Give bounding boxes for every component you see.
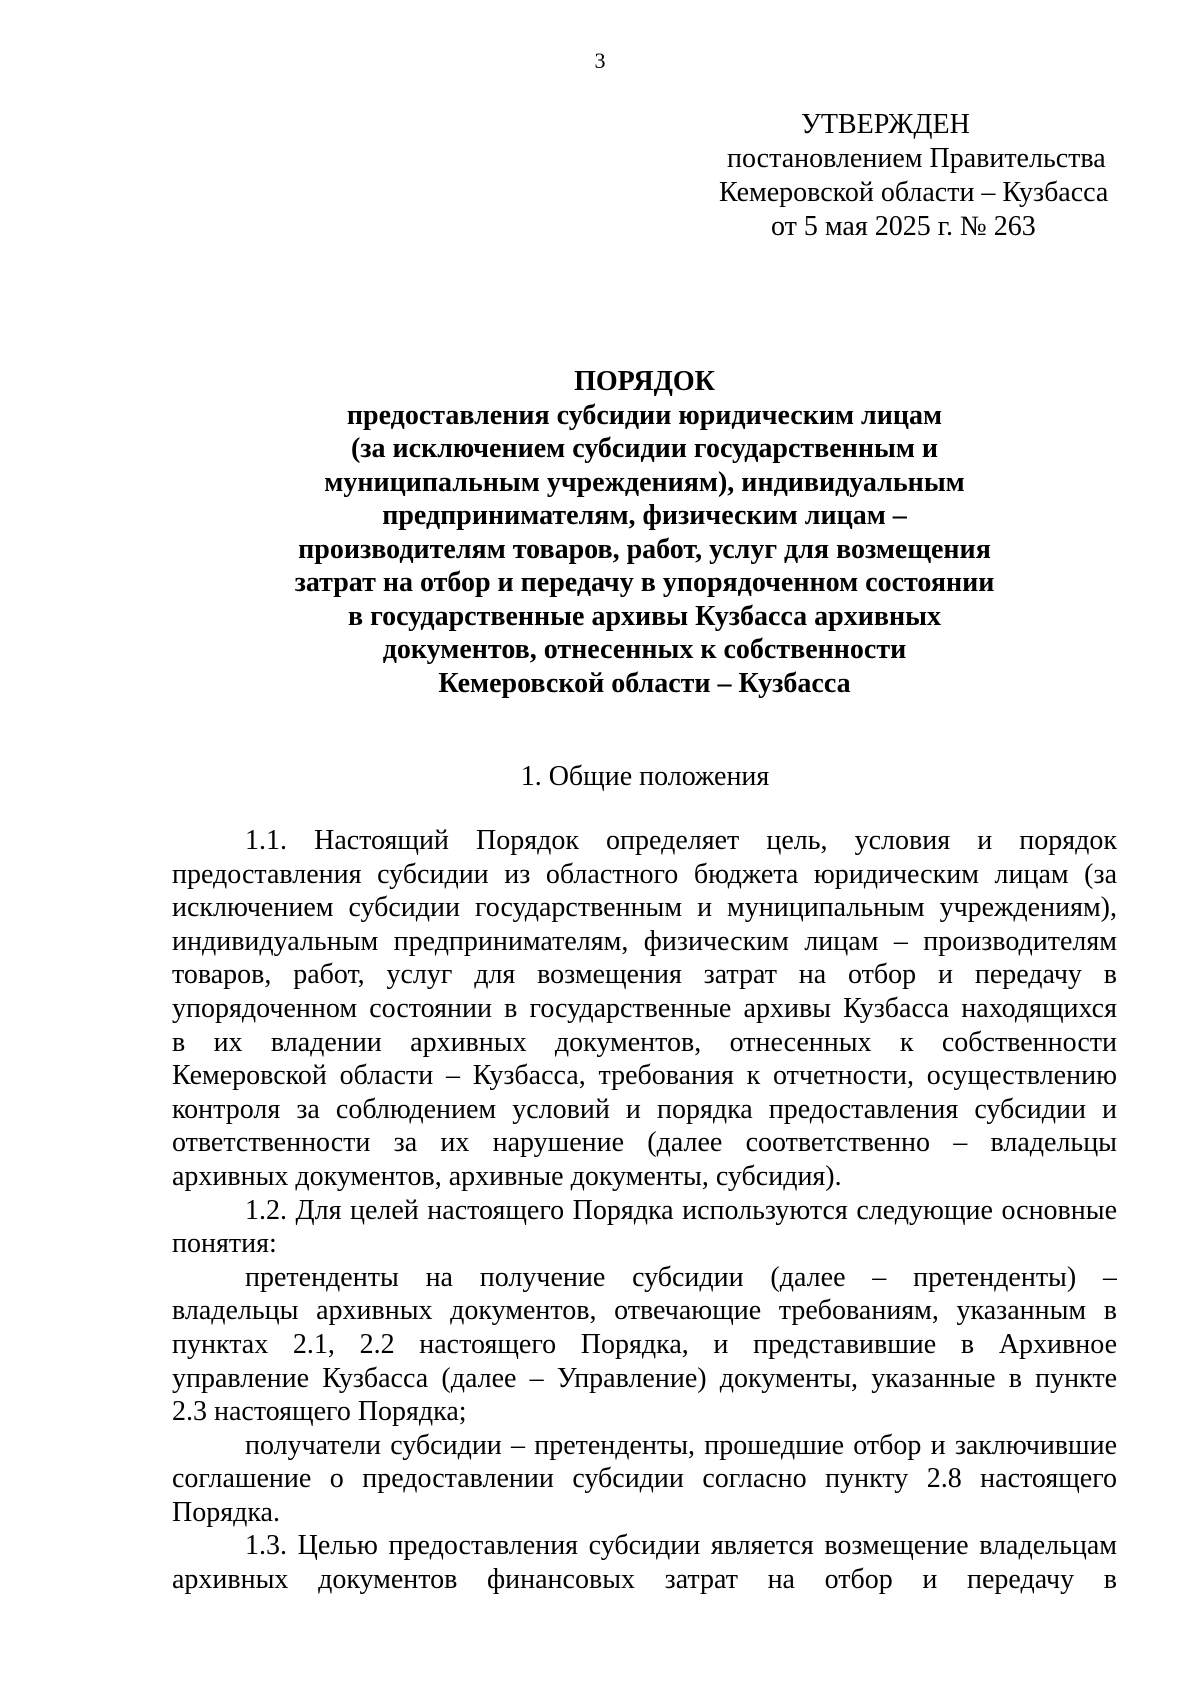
section-heading: 1. Общие положения (520, 761, 770, 792)
body-line: владельцы архивных документов, отвечающие требованиям, указанным в (172, 1295, 1117, 1327)
title-heading: ПОРЯДОК (574, 366, 715, 397)
body-line: получатели субсидии – претенденты, прошедшие отбор и заключившие (245, 1429, 1117, 1461)
approval-line: УТВЕРЖДЕН (801, 109, 970, 140)
body-line: 1.2. Для целей настоящего Порядка используются следующие основные (245, 1194, 1117, 1226)
body-line: 1.1. Настоящий Порядок определяет цель, условия и порядок (245, 825, 1117, 856)
title-line: муниципальным учреждениям), индивидуальным (324, 466, 965, 498)
body-text (172, 824, 1117, 1597)
body-line: Кемеровской области – Кузбасса, требования к отчетности, осуществлению (172, 1060, 1117, 1092)
body-line: в их владении архивных документов, отнесенных к собственности (172, 1026, 1117, 1058)
body-line: индивидуальным предпринимателям, физическим лицам – производителям (172, 925, 1117, 957)
title-line: в государственные архивы Кузбасса архивных (347, 600, 942, 632)
title-line: производителям товаров, работ, услуг для возмещения (298, 533, 991, 565)
body-line: понятия: (172, 1228, 277, 1260)
title-line: (за исключением субсидии государственным и (350, 433, 939, 464)
body-line: архивных документов финансовых затрат на отбор и передачу в (172, 1564, 1117, 1596)
page-number: 3 (594, 48, 606, 73)
title-line: предоставления субсидии юридическим лицам (346, 399, 943, 431)
body-line: товаров, работ, услуг для возмещения затрат на отбор и передачу в (172, 959, 1117, 991)
body-line: ответственности за их нарушение (далее соответственно – владельцы (172, 1127, 1117, 1159)
title-line: затрат на отбор и передачу в упорядоченном состоянии (294, 567, 995, 598)
body-line: 2.3 настоящего Порядка; (172, 1396, 467, 1428)
approval-line: постановлением Правительства (727, 143, 1106, 174)
approval-line: Кемеровской области – Кузбасса (719, 177, 1109, 208)
body-line: предоставления субсидии из областного бюджета юридическим лицам (за (172, 858, 1117, 890)
body-line: управление Кузбасса (далее – Управление) документы, указанные в пункте (172, 1362, 1117, 1394)
body-line: пунктах 2.1, 2.2 настоящего Порядка, и представившие в Архивное (172, 1328, 1117, 1360)
body-line: архивных документов, архивные документы, субсидия). (172, 1160, 842, 1192)
approval-line: от 5 мая 2025 г. № 263 (771, 211, 1036, 242)
approval-stamp (690, 108, 1130, 244)
body-line: 1.3. Целью предоставления субсидии является возмещение владельцам (245, 1530, 1117, 1562)
document-title (172, 365, 1117, 700)
title-line: документов, отнесенных к собственности (382, 634, 907, 665)
body-line: соглашение о предоставлении субсидии согласно пункту 2.8 настоящего (172, 1463, 1117, 1495)
title-line: предпринимателям, физическим лицам – (382, 500, 907, 531)
body-line: упорядоченном состоянии в государственные архивы Кузбасса находящихся (172, 992, 1117, 1024)
body-line: Порядка. (172, 1496, 280, 1528)
body-line: претенденты на получение субсидии (далее – претенденты) – (245, 1261, 1117, 1293)
body-line: исключением субсидии государственным и муниципальным учреждениям), (172, 892, 1117, 924)
title-line: Кемеровской области – Кузбасса (438, 667, 851, 699)
body-line: контроля за соблюдением условий и порядка предоставления субсидии и (172, 1093, 1117, 1125)
